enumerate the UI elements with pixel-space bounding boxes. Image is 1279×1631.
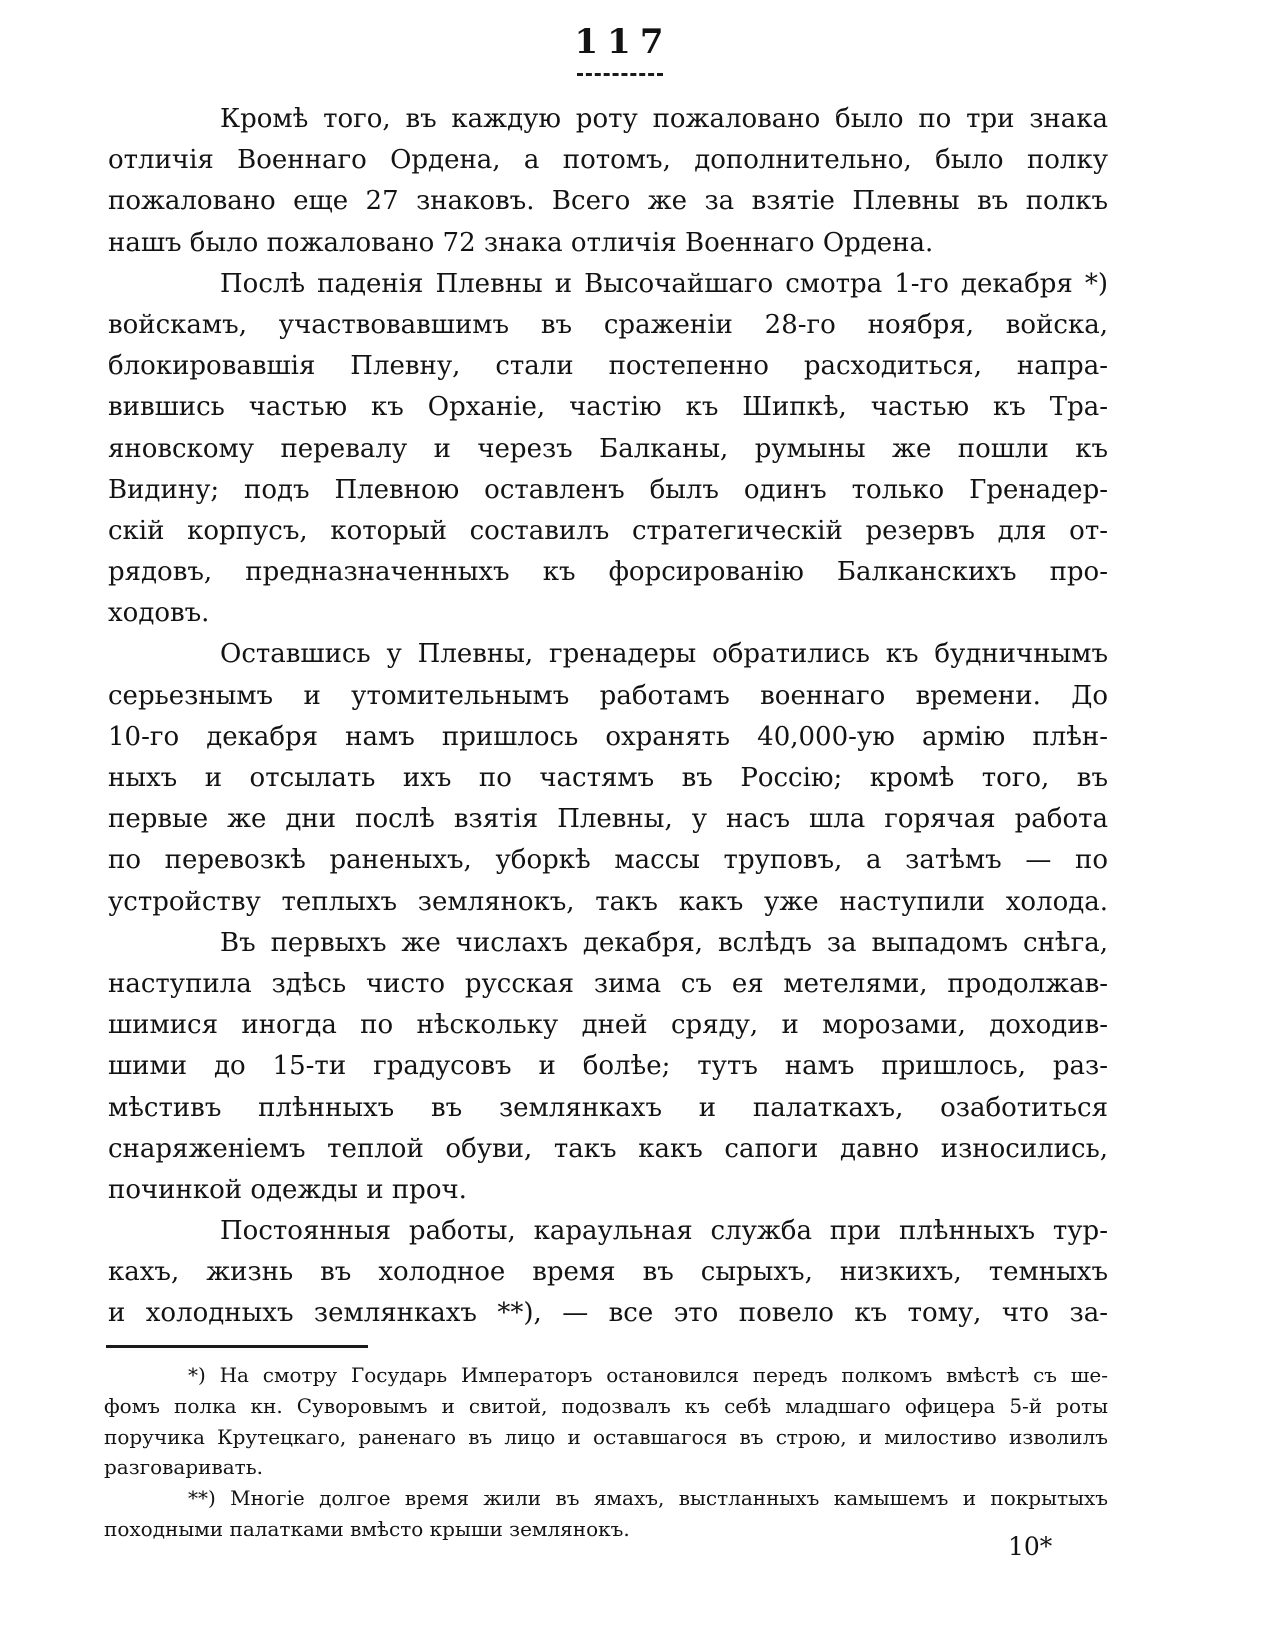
text-line: серьезнымъ и утомительнымъ работамъ военнаго времени. До [108, 680, 1108, 711]
text-line: отличія Военнаго Ордена, а потомъ, дополнительно, было полку [108, 145, 1108, 176]
text-line: мѣстивъ плѣнныхъ въ землянкахъ и палаткахъ, озаботиться [108, 1092, 1108, 1123]
text-line: яновскому перевалу и черезъ Балканы, румыны же пошли къ [108, 433, 1108, 464]
text-line: нашъ было пожаловано 72 знака отличія Военнаго Ордена. [108, 227, 934, 258]
page-number: 117 [574, 22, 673, 62]
text-line: починкой одежды и проч. [108, 1174, 467, 1205]
paragraph [108, 99, 1108, 264]
footnotes [104, 1360, 1108, 1545]
footnote-line: разговаривать. [104, 1455, 263, 1480]
paragraph [108, 634, 1108, 922]
paragraph [108, 1211, 1108, 1335]
footnote-line: фомъ полка кн. Суворовымъ и свитой, подозвалъ къ себѣ младшаго офицера 5-й роты [104, 1393, 1108, 1418]
text-line: Оставшись у Плевны, гренадеры обратились къ будничнымъ [220, 639, 1108, 670]
footnote-line: поручика Крутецкаго, раненаго въ лицо и оставшагося въ строю, и милостиво изволилъ [104, 1424, 1108, 1449]
footnote-line: *) На смотру Государь Императоръ остановился передъ полкомъ вмѣстѣ съ ше- [188, 1363, 1108, 1387]
text-line: наступила здѣсь чисто русская зима съ ея метелями, продолжав- [108, 968, 1108, 999]
text-line: Кромѣ того, въ каждую роту пожаловано было по три знака [220, 104, 1108, 134]
text-line: первые же дни послѣ взятія Плевны, у насъ шла горячая работа [108, 804, 1108, 835]
footnote [104, 1360, 1108, 1483]
text-line: Постоянныя работы, караульная служба при плѣнныхъ тур- [220, 1216, 1108, 1247]
text-line: шими до 15-ти градусовъ и болѣе; тутъ намъ пришлось, раз- [108, 1051, 1108, 1082]
paragraph [108, 264, 1108, 635]
body-text [108, 99, 1108, 1335]
text-line: кахъ, жизнь въ холодное время въ сырыхъ, низкихъ, темныхъ [108, 1257, 1108, 1288]
text-line: пожаловано еще 27 знаковъ. Всего же за взятіе Плевны въ полкъ [108, 186, 1108, 217]
text-line: ходовъ. [108, 598, 210, 629]
footnote-separator-rule [106, 1345, 368, 1348]
paragraph [108, 923, 1108, 1211]
text-line: Послѣ паденія Плевны и Высочайшаго смотра 1-го декабря *) [220, 268, 1108, 299]
text-line: 10-го декабря намъ пришлось охранять 40,000-ую армію плѣн- [108, 721, 1108, 752]
footnote-line: **) Многіе долгое время жили въ ямахъ, выстланныхъ камышемъ и покрытыхъ [188, 1486, 1108, 1511]
signature-mark: 10* [1008, 1532, 1053, 1561]
text-line: войскамъ, участвовавшимъ въ сраженіи 28-го ноября, войска, [108, 309, 1108, 340]
text-line: рядовъ, предназначенныхъ къ форсированію Балканскихъ про- [108, 557, 1108, 588]
text-line: блокировавшія Плевну, стали постепенно расходиться, напра- [108, 351, 1108, 382]
text-line: вившись частью къ Орханіе, частію къ Шипкѣ, частью къ Тра- [108, 392, 1108, 423]
text-line: Видину; подъ Плевною оставленъ былъ одинъ только Гренадер- [108, 474, 1108, 505]
text-line: ныхъ и отсылать ихъ по частямъ въ Россію; кромѣ того, въ [108, 763, 1108, 793]
footnote [104, 1483, 1108, 1545]
text-line: снаряженіемъ теплой обуви, такъ какъ сапоги давно износились, [108, 1133, 1108, 1164]
text-line: Въ первыхъ же числахъ декабря, вслѣдъ за выпадомъ снѣга, [220, 927, 1108, 958]
text-line: устройству теплыхъ землянокъ, такъ какъ уже наступили холода. [108, 886, 1108, 917]
text-line: по перевозкѣ раненыхъ, уборкѣ массы труповъ, а затѣмъ — по [108, 845, 1108, 876]
text-line: шимися иногда по нѣскольку дней сряду, и морозами, доходив- [108, 1010, 1108, 1041]
page-number-rule [577, 73, 663, 76]
text-line: скій корпусъ, который составилъ стратегическій резервъ для от- [108, 515, 1108, 546]
text-line: и холодныхъ землянкахъ **), — все это повело къ тому, что за- [108, 1298, 1108, 1329]
footnote-line: походными палатками вмѣсто крыши землянокъ. [104, 1516, 630, 1541]
